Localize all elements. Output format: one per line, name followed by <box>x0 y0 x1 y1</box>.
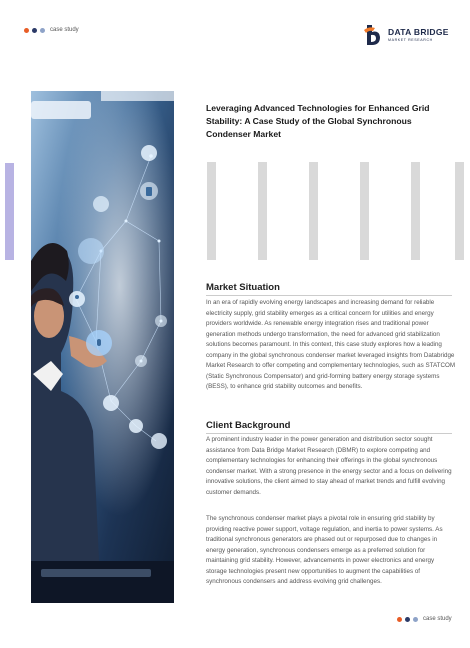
decorative-stripe <box>207 162 216 260</box>
tag-dot <box>397 617 402 622</box>
tag-dot <box>405 617 410 622</box>
tag-dot <box>413 617 418 622</box>
tag-dot <box>32 28 37 33</box>
logo-subtitle: MARKET RESEARCH <box>388 38 433 42</box>
decorative-stripe <box>455 162 464 260</box>
decorative-stripe <box>411 162 420 260</box>
paragraph-client-background: A prominent industry leader in the power generation and distribution sector sought assistance from Data Bridge Market Research (DBMR) to explore competing and complementary technologies for enhancing their offerings in the global synchronous condenser market. With a strong presence in the energy sector and a focus on delivering innovative solutions, the client aimed to stay ahead of market trends and fulfill evolving customer demands. <box>206 436 452 496</box>
tag-dot <box>40 28 45 33</box>
tag-label: case study <box>50 27 79 33</box>
decorative-stripe <box>258 162 267 260</box>
star-icon <box>129 419 143 433</box>
case-study-tag <box>24 27 79 33</box>
paragraph-market-situation: In an era of rapidly evolving energy landscapes and increasing demand for reliable electricity supply, grid stability emerges as a critical concern for utilities and energy providers worldwide. As renewable energy integration rises and traditional power generation methods undergo transformation, the need for advanced grid stabilization solutions becomes paramount. In this context, this case study explores how a leading company in the global synchronous condenser market leveraged insights from Databridge Market Research to offer competing and complementary technologies, such as STATCOM (Static Synchronous Compensator) and grid-forming battery energy storage systems (BESS), to enhance grid stability outcomes and benefits. <box>206 299 456 390</box>
settings-icon <box>93 196 109 212</box>
data-bridge-logo <box>363 24 449 46</box>
hero-photo <box>31 91 174 603</box>
decorative-stripe <box>360 162 369 260</box>
section-heading-market-situation: Market Situation <box>206 282 452 296</box>
footer-case-study-tag <box>397 616 452 622</box>
globe-icon <box>135 355 147 367</box>
page-title: Leveraging Advanced Technologies for Enhanced Grid Stability: A Case Study of the Global Synchronous Condenser Market <box>206 103 430 139</box>
logo-mark-icon <box>363 24 383 46</box>
home-icon <box>78 238 104 264</box>
section-heading-client-background: Client Background <box>206 420 452 434</box>
share-icon <box>103 395 119 411</box>
cloud-icon <box>141 145 157 161</box>
tag-dot <box>24 28 29 33</box>
user-icon <box>151 433 167 449</box>
chart-icon <box>155 315 167 327</box>
tag-label: case study <box>423 616 452 622</box>
paragraph-synchronous-condenser: The synchronous condenser market plays a pivotal role in ensuring grid stability by providing reactive power support, voltage regulation, and inertia to power systems. As traditional synchronous generators are phased out or repurposed due to changes in energy generation, synchronous condensers emerge as a preferred solution for maintaining grid stability. However, advancements in power electronics and energy storage technologies present new opportunities to augment the capabilities of synchronous condensers and address evolving grid challenges. <box>206 515 443 585</box>
accent-bar <box>5 163 14 260</box>
logo-name: DATA BRIDGE <box>388 27 449 37</box>
decorative-stripe <box>309 162 318 260</box>
